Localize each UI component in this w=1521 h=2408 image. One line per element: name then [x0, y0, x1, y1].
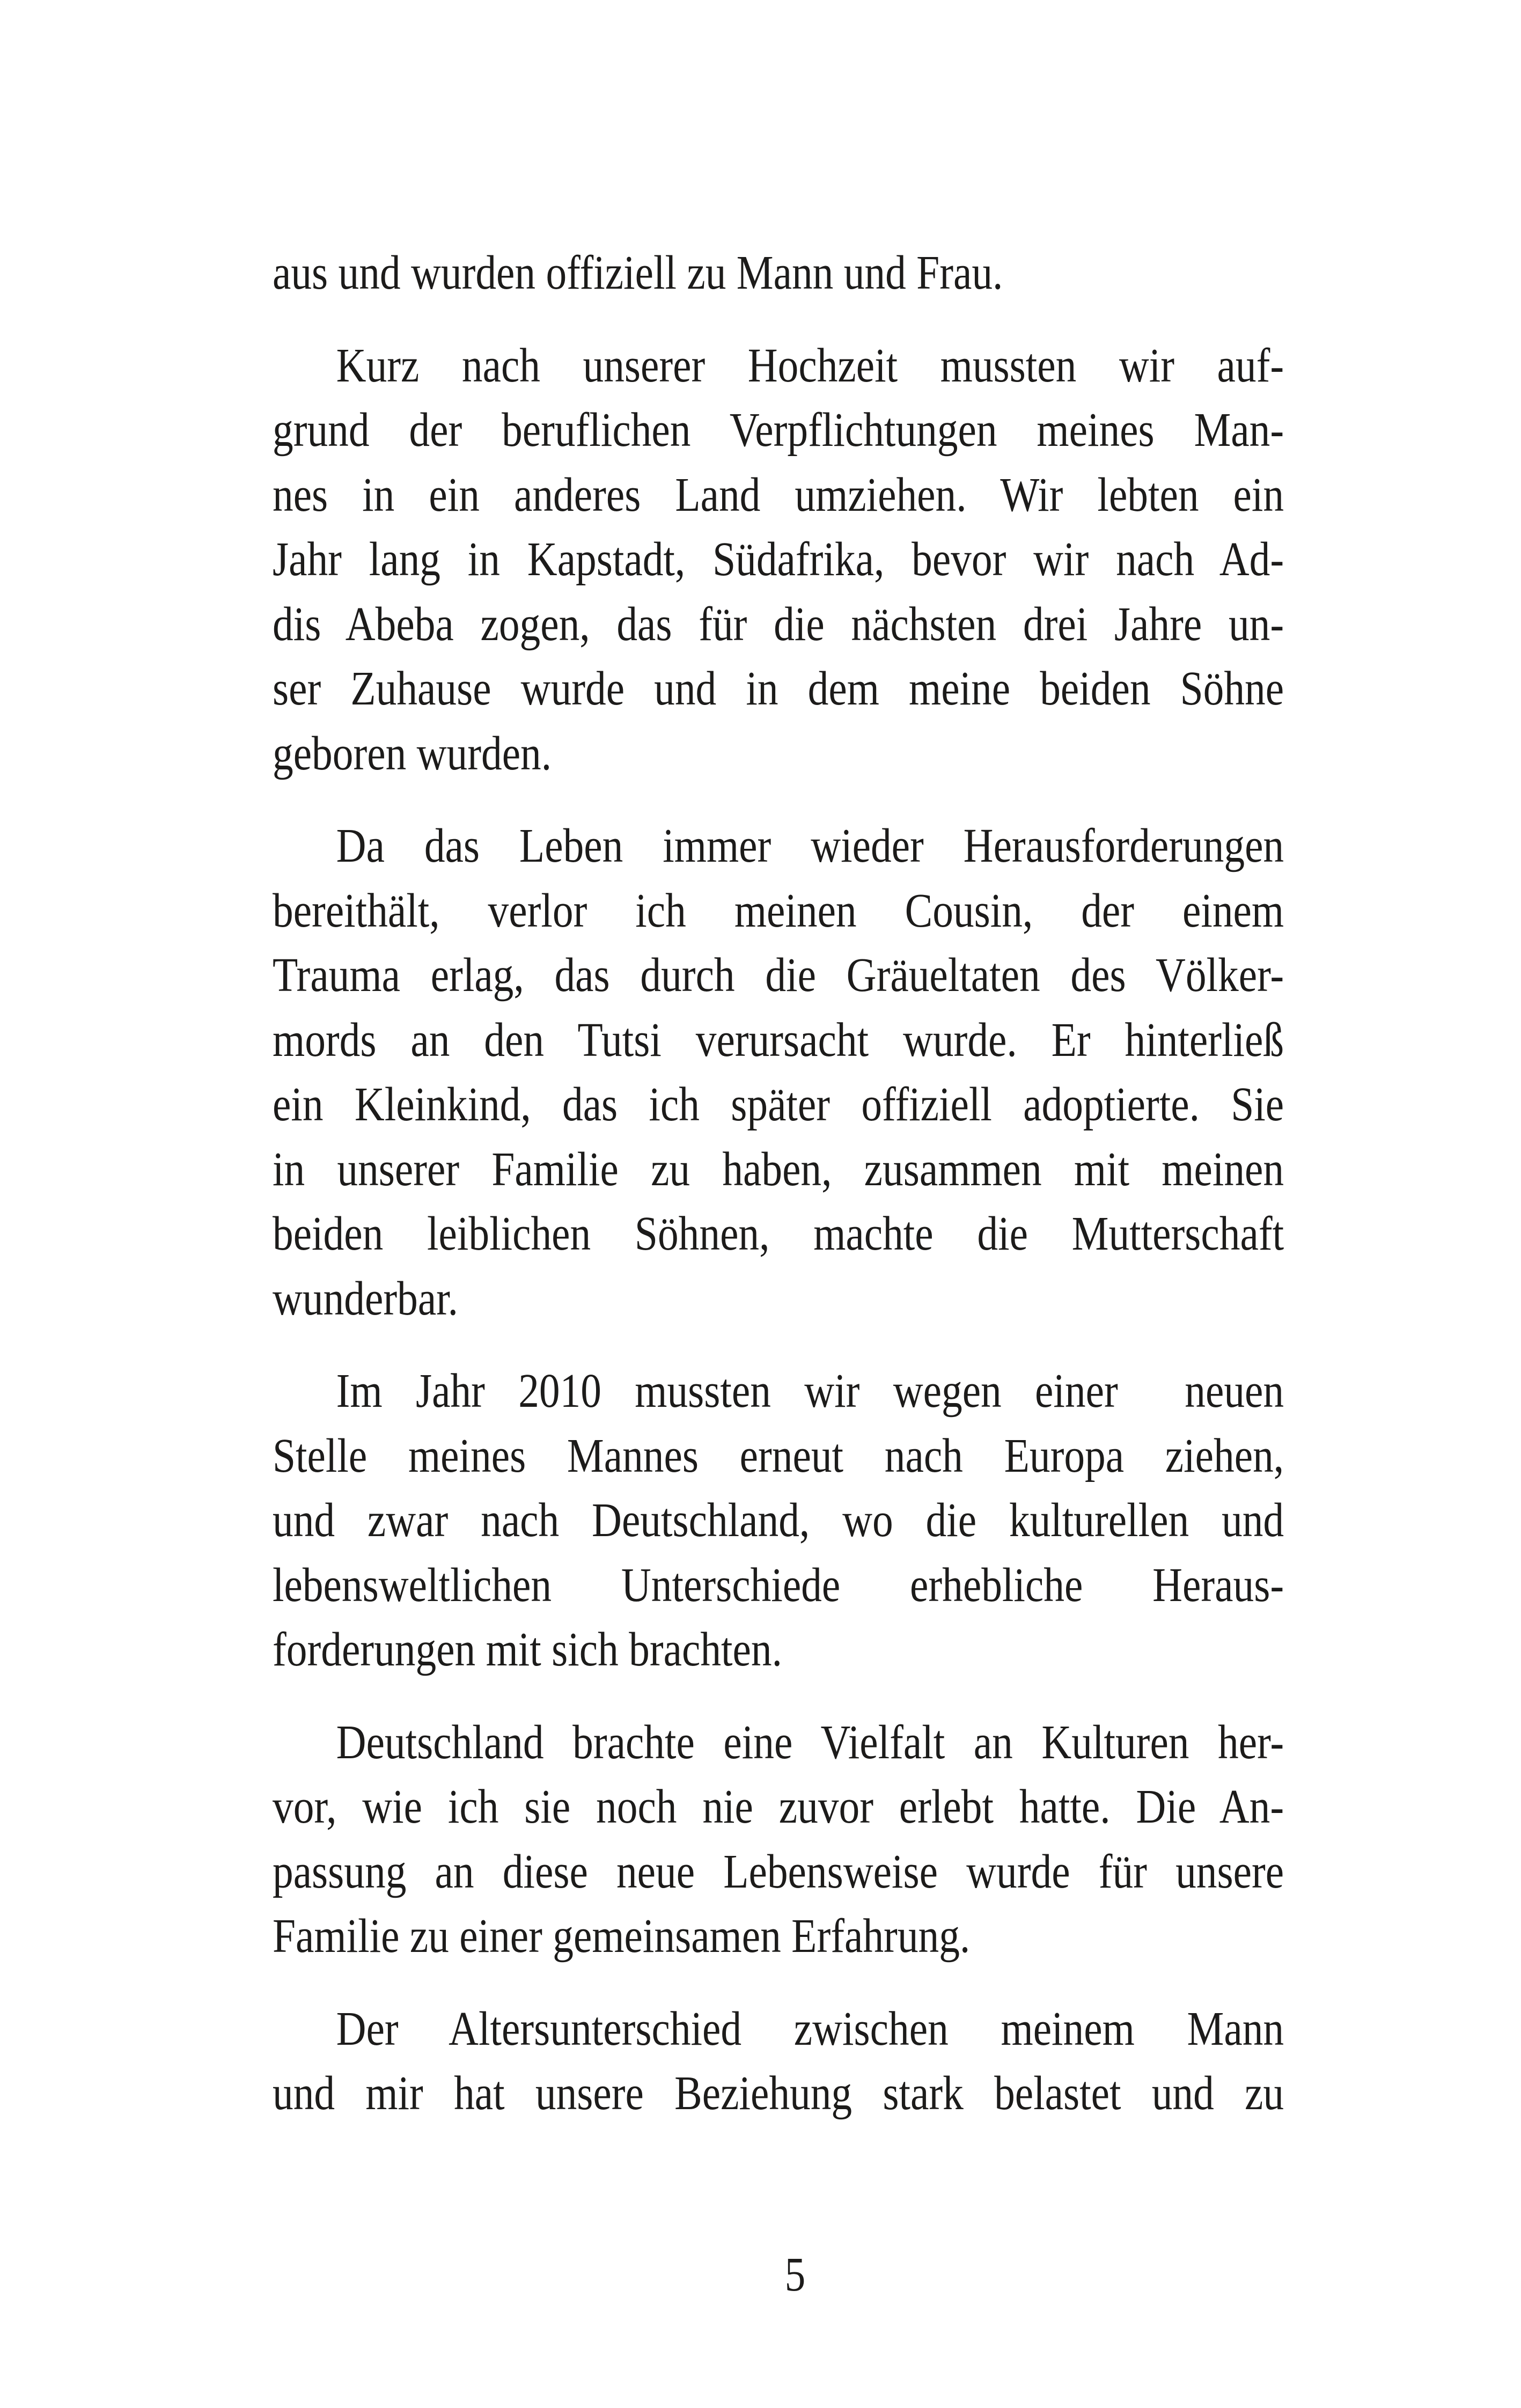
text-line: wunderbar. [273, 1272, 459, 1325]
paragraph-3 [273, 814, 1284, 1331]
text-line: Trauma erlag, das durch die Gräueltaten des Völker- [273, 949, 1284, 1002]
text-line: und mir hat unsere Beziehung stark belastet und zu [273, 2067, 1284, 2120]
text-line: aus und wurden offiziell zu Mann und Frau. [273, 246, 1003, 299]
text-line: bereithält, verlor ich meinen Cousin, der einem [273, 884, 1284, 937]
text-line: Deutschland brachte eine Vielfalt an Kulturen her- [336, 1715, 1284, 1769]
text-line: Jahr lang in Kapstadt, Südafrika, bevor wir nach Ad- [273, 533, 1284, 586]
text-line: vor, wie ich sie noch nie zuvor erlebt hatte. Die An- [273, 1780, 1284, 1833]
body-text [273, 241, 1284, 2126]
text-line: beiden leiblichen Söhnen, machte die Mutterschaft [273, 1207, 1284, 1260]
text-line: Da das Leben immer wieder Herausforderungen [336, 819, 1284, 872]
text-line: in unserer Familie zu haben, zusammen mit meinen [273, 1142, 1284, 1196]
paragraph-5 [273, 1710, 1284, 1969]
text-line: lebensweltlichen Unterschiede erhebliche Heraus- [273, 1558, 1284, 1612]
text-line: Der Altersunterschied zwischen meinem Mann [336, 2002, 1284, 2055]
text-line: Familie zu einer gemeinsamen Erfahrung. [273, 1910, 971, 1963]
text-line: nes in ein anderes Land umziehen. Wir lebten ein [273, 468, 1284, 522]
page-number: 5 [784, 2248, 806, 2301]
text-line: geboren wurden. [273, 726, 552, 780]
text-line: ser Zuhause wurde und in dem meine beiden Söhne [273, 662, 1284, 715]
text-line: forderungen mit sich brachten. [273, 1623, 782, 1676]
text-line: mords an den Tutsi verursacht wurde. Er hinterließ [273, 1013, 1284, 1067]
text-line: ein Kleinkind, das ich später offiziell adoptierte. Sie [273, 1078, 1284, 1131]
paragraph-6 [273, 1997, 1284, 2126]
paragraph-4 [273, 1359, 1284, 1683]
text-line: grund der beruflichen Verpflichtungen meines Man- [273, 403, 1284, 457]
paragraph-1 [273, 241, 1284, 306]
text-line: dis Abeba zogen, das für die nächsten drei Jahre un- [273, 597, 1284, 651]
paragraph-2 [273, 334, 1284, 787]
text-line: und zwar nach Deutschland, wo die kulturellen und [273, 1494, 1284, 1547]
text-line: passung an diese neue Lebensweise wurde für unsere [273, 1845, 1284, 1898]
text-line: Kurz nach unserer Hochzeit mussten wir auf- [336, 339, 1284, 392]
text-line: Stelle meines Mannes erneut nach Europa ziehen, [273, 1429, 1284, 1482]
text-line: Im Jahr 2010 mussten wir wegen einer neuen [336, 1364, 1284, 1418]
